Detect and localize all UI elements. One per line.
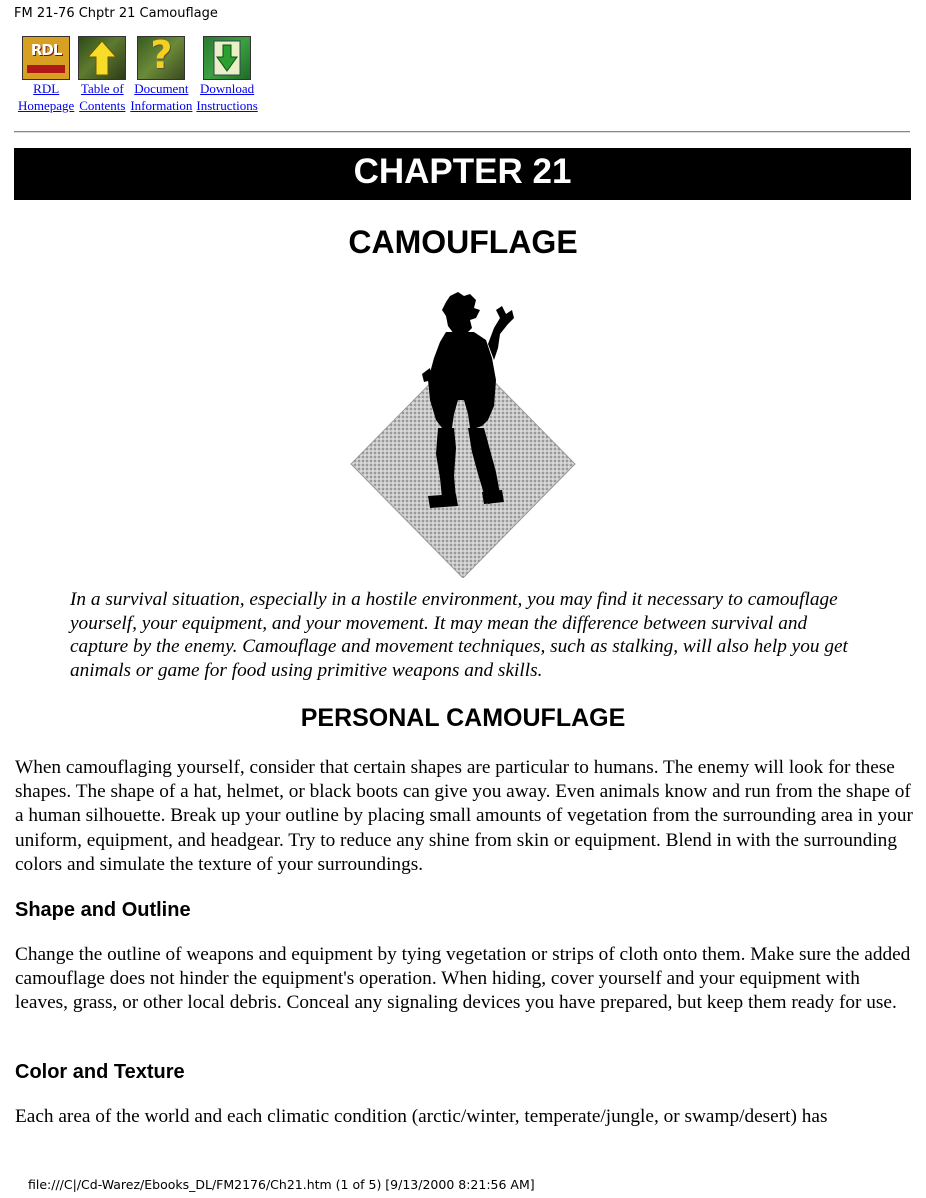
up-arrow-icon[interactable] [78, 36, 126, 80]
rdl-logo-icon[interactable] [22, 36, 70, 80]
top-navigation [18, 36, 262, 114]
page-footer: file:///C|/Cd-Warez/Ebooks_DL/FM2176/Ch21.htm (1 of 5) [9/13/2000 8:21:56 AM] [28, 1177, 535, 1192]
nav-label-line2[interactable]: Instructions [196, 98, 258, 113]
section-heading-personal-camouflage: PERSONAL CAMOUFLAGE [300, 704, 626, 732]
subheading-color-and-texture: Color and Texture [15, 1061, 185, 1083]
nav-label-line1[interactable]: Download [200, 81, 255, 96]
nav-label-line1[interactable]: RDL [33, 81, 60, 96]
nav-label-line1[interactable]: Table of [80, 81, 124, 96]
color-and-texture-paragraph: Each area of the world and each climatic condition (arctic/winter, temperate/jungle, or swamp/desert) has [15, 1106, 828, 1127]
nav-label-line2[interactable]: Information [130, 98, 193, 113]
nav-document-information[interactable] [130, 36, 192, 114]
question-mark-icon[interactable] [137, 36, 185, 80]
nav-rdl-homepage[interactable] [18, 36, 74, 114]
question-mark-glyph: ? [150, 36, 173, 77]
nav-label-line2[interactable]: Homepage [18, 98, 75, 113]
rdl-logo-text: RDL [30, 41, 62, 59]
page-header: FM 21-76 Chptr 21 Camouflage [14, 6, 218, 21]
chapter-banner: CHAPTER 21 [14, 148, 911, 200]
shape-and-outline-paragraph: Change the outline of weapons and equipment by tying vegetation or strips of cloth onto them. Make sure the added camouflage does not hinder the equipment's operation. When hiding, cover yourself and your equipment with leaves, grass, or other local debris. Conceal any signaling devices you have prepared, but keep them ready for use. [15, 944, 911, 1014]
nav-label-line2[interactable]: Contents [79, 98, 126, 113]
chapter-title: CAMOUFLAGE [348, 224, 578, 260]
horizontal-rule [14, 131, 910, 133]
subheading-shape-and-outline: Shape and Outline [15, 899, 191, 921]
nav-table-of-contents[interactable] [78, 36, 126, 114]
nav-download-instructions[interactable] [196, 36, 257, 114]
personal-camouflage-paragraph: When camouflaging yourself, consider that certain shapes are particular to humans. The enemy will look for these shapes. The shape of a hat, helmet, or black boots can give you away. Even animals know and run from the shape of a human silhouette. Break up your outline by placing small amounts of vegetation from the surrounding area in your uniform, equipment, and headgear. Try to reduce any shine from skin or equipment. Blend in with the surrounding colors and simulate the texture of your surroundings. [15, 757, 913, 875]
down-arrow-icon[interactable] [203, 36, 251, 80]
camouflaged-soldier-silhouette-icon [350, 288, 576, 578]
nav-label-line1[interactable]: Document [134, 81, 189, 96]
intro-paragraph: In a survival situation, especially in a hostile environment, you may find it necessary to camouflage yourself, your equipment, and your movement. It may mean the difference between survival and capture by the enemy. Camouflage and movement techniques, such as stalking, will also help you get animals or game for food using primitive weapons and skills. [70, 589, 848, 681]
